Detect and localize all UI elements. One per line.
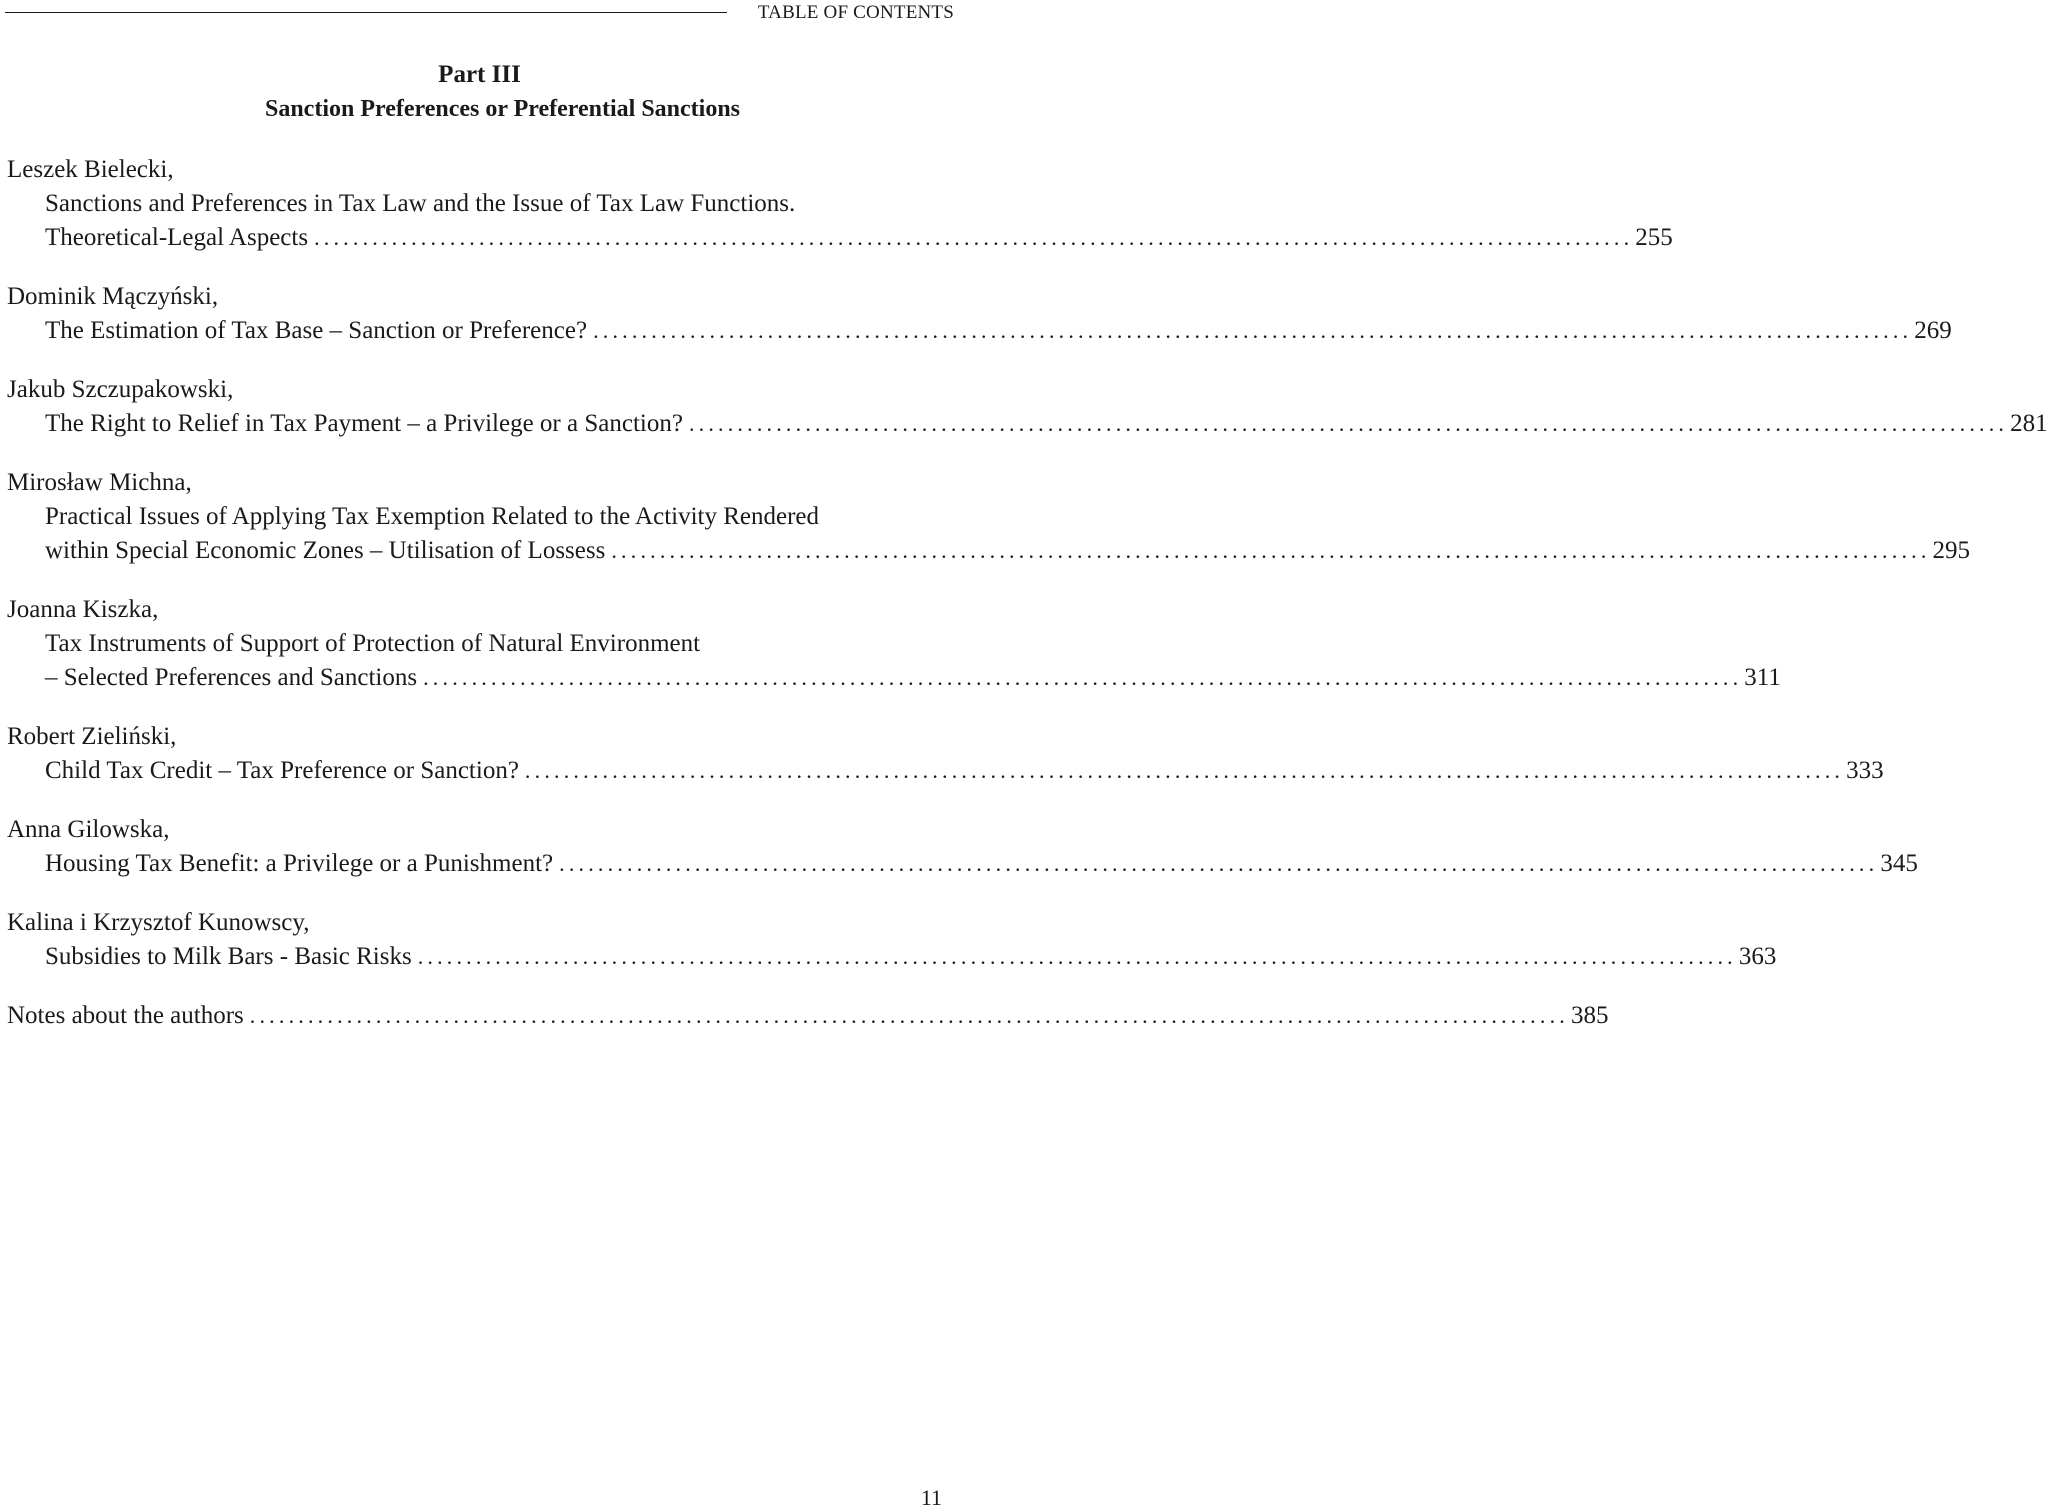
dot-leader: ........................................................................................................................................	[423, 665, 1743, 690]
notes-title: Notes about the authors	[7, 1002, 244, 1029]
entry-spacer	[0, 441, 960, 466]
toc-entry-page: 333	[1846, 757, 1884, 784]
toc-entry-title-line: Tax Instruments of Support of Protection of Natural Environment	[45, 630, 701, 657]
toc-entry-title-line: Sanctions and Preferences in Tax Law and the Issue of Tax Law Functions.	[45, 190, 796, 217]
toc-entry-title-line: The Estimation of Tax Base – Sanction or Preference?	[45, 317, 588, 344]
table-of-contents	[0, 153, 2048, 1033]
toc-entry-last-line	[45, 314, 1952, 348]
dot-leader: ........................................................................................................................................	[688, 411, 2009, 436]
toc-entry-title-line: – Selected Preferences and Sanctions	[45, 664, 418, 691]
toc-entry-last-line	[45, 847, 1918, 881]
running-header	[0, 0, 960, 30]
toc-entry-title-line: Subsidies to Milk Bars - Basic Risks	[45, 943, 412, 970]
toc-entry[interactable]	[0, 813, 1918, 881]
toc-entry[interactable]	[0, 466, 1971, 568]
toc-entry-page: 363	[1738, 943, 1777, 970]
part-title: Sanction Preferences or Preferential Sanctions	[264, 96, 741, 122]
entry-spacer	[0, 881, 960, 906]
toc-entry[interactable]	[0, 593, 1781, 695]
toc-entry-author: Leszek Bielecki,	[7, 156, 174, 183]
toc-entry-page: 255	[1635, 224, 1673, 251]
toc-entry-page: 281	[2010, 410, 2048, 437]
toc-entry-title-line: Practical Issues of Applying Tax Exemption Related to the Activity Rendered	[45, 503, 820, 530]
toc-entry-author: Joanna Kiszka,	[7, 596, 159, 623]
toc-entry-title-line: Housing Tax Benefit: a Privilege or a Punishment?	[45, 850, 554, 877]
toc-entry-page: 269	[1914, 317, 1952, 344]
dot-leader: ........................................................................................................................................	[611, 538, 1931, 563]
notes-page: 385	[1570, 1002, 1609, 1029]
dot-leader: ........................................................................................................................................	[593, 318, 1913, 343]
page-number: 11	[920, 1485, 942, 1510]
toc-entry-title-line: The Right to Relief in Tax Payment – a Privilege or a Sanction?	[45, 410, 683, 437]
toc-entry-last-line	[45, 661, 1781, 695]
part-label: Part III	[438, 61, 521, 88]
toc-entry[interactable]	[0, 280, 1952, 348]
dot-leader: ........................................................................................................................................	[524, 758, 1845, 783]
dot-leader: ........................................................................................................................................	[417, 944, 1737, 969]
entry-spacer	[0, 348, 960, 373]
header-rule	[5, 12, 727, 13]
toc-entry[interactable]	[0, 373, 2048, 441]
running-title: TABLE OF CONTENTS	[757, 2, 954, 23]
toc-entry-page: 311	[1744, 664, 1781, 691]
toc-entry-last-line	[7, 999, 1609, 1033]
dot-leader: ........................................................................................................................................	[559, 851, 1879, 876]
toc-entry[interactable]	[0, 153, 1673, 255]
toc-entry-author: Anna Gilowska,	[7, 816, 170, 843]
entry-spacer	[0, 974, 960, 999]
toc-entry-author: Robert Zieliński,	[7, 723, 177, 750]
toc-entry-last-line	[45, 221, 1673, 255]
entry-spacer	[0, 568, 960, 593]
entry-spacer	[0, 255, 960, 280]
toc-entry-notes[interactable]	[0, 999, 1609, 1033]
toc-entry-author: Kalina i Krzysztof Kunowscy,	[7, 909, 310, 936]
toc-entry-author: Jakub Szczupakowski,	[7, 376, 234, 403]
toc-entry-title-line: Theoretical-Legal Aspects	[45, 224, 309, 251]
toc-entry-page: 295	[1932, 537, 1971, 564]
toc-entry[interactable]	[0, 720, 1884, 788]
toc-entry-title-line: within Special Economic Zones – Utilisation of Lossess	[45, 537, 606, 564]
entry-spacer	[0, 788, 960, 813]
part-heading	[0, 58, 960, 126]
toc-entry-title-line: Child Tax Credit – Tax Preference or Sanction?	[45, 757, 519, 784]
toc-entry[interactable]	[0, 906, 1777, 974]
toc-entry-author: Mirosław Michna,	[7, 469, 192, 496]
toc-entry-last-line	[45, 534, 1971, 568]
dot-leader: ........................................................................................................................................	[314, 225, 1634, 250]
toc-entry-last-line	[45, 940, 1777, 974]
entry-spacer	[0, 695, 960, 720]
dot-leader: ........................................................................................................................................	[249, 1003, 1569, 1028]
toc-entry-last-line	[45, 754, 1884, 788]
toc-entry-last-line	[45, 407, 2048, 441]
toc-entry-page: 345	[1880, 850, 1918, 877]
toc-entry-author: Dominik Mączyński,	[7, 283, 219, 310]
